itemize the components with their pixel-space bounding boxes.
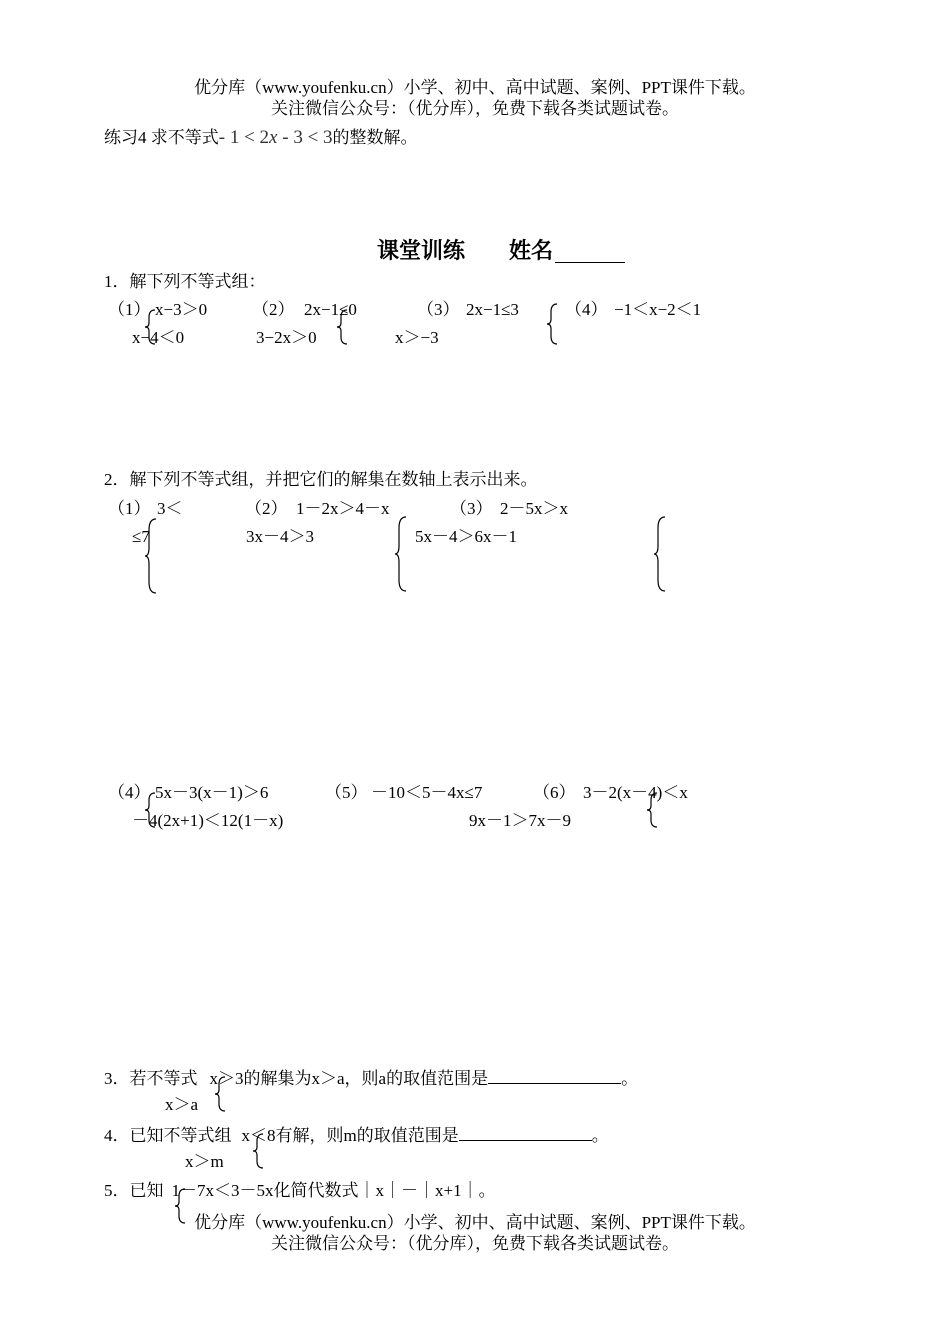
math-three: 3 bbox=[293, 127, 303, 148]
q4-sub: x＞m bbox=[185, 1152, 224, 1171]
q4-text-c: 。 bbox=[591, 1126, 609, 1145]
q2-p1-label: （1） bbox=[108, 499, 151, 518]
brace-icon bbox=[335, 309, 349, 345]
q5-text-a: 5．已知 bbox=[104, 1181, 164, 1200]
q2-p2-a: 1－2x＞4－x bbox=[296, 499, 390, 518]
q2-p5-a: －10＜5－4x≤7 bbox=[371, 783, 483, 802]
brace-icon bbox=[251, 1133, 265, 1169]
q3-line bbox=[104, 1068, 638, 1087]
math-one: 1 bbox=[229, 127, 240, 148]
header-line-2: 关注微信公众号：（优分库），免费下载各类试题试卷。 bbox=[271, 99, 679, 118]
q1-p3-b: x＞−3 bbox=[395, 328, 439, 347]
q2-p2-b: 3x－4＞3 bbox=[246, 527, 314, 546]
brace-icon bbox=[545, 303, 559, 345]
q3-text-c: 。 bbox=[621, 1069, 639, 1088]
q1-p4-label: （4） bbox=[565, 300, 608, 319]
q3-text-a: 3．若不等式 bbox=[104, 1069, 198, 1088]
q2-p1-b: ≤7 bbox=[132, 527, 150, 546]
header-line-1: 优分库（www.youfenku.cn）小学、初中、高中试题、案例、PPT课件下载。 bbox=[194, 78, 756, 97]
q4-text-a: 4．已知不等式组 bbox=[104, 1126, 232, 1145]
q2-p1-a: 3＜ bbox=[157, 499, 183, 518]
brace-icon bbox=[645, 792, 659, 828]
math-three-2: 3 bbox=[323, 127, 333, 148]
q1-p4-a: −1＜x−2＜1 bbox=[614, 300, 702, 319]
name-label: 姓名 bbox=[509, 239, 554, 264]
q1-p2-a: 2x−1≤0 bbox=[304, 300, 357, 319]
q3-sub: x＞a bbox=[165, 1095, 199, 1114]
math-lt-2: < bbox=[307, 127, 319, 148]
brace-icon bbox=[652, 516, 668, 592]
q2-p4-a: 5x－3(x－1)＞6 bbox=[155, 783, 269, 802]
q2-p6-a: 3－2(x－4)＜x bbox=[583, 783, 688, 802]
brace-icon bbox=[143, 518, 159, 594]
q1-p1-a: x−3＞0 bbox=[155, 300, 208, 319]
practice-4-prefix: 练习4 求不等式 bbox=[104, 128, 219, 147]
q4-answer-blank[interactable] bbox=[459, 1125, 592, 1141]
q2-stem: 2．解下列不等式组，并把它们的解集在数轴上表示出来。 bbox=[104, 470, 538, 489]
q2-p5-label: （5） bbox=[325, 783, 368, 802]
q2-p2-label: （2） bbox=[245, 499, 288, 518]
q2-p4-b: －4(2x+1)＜12(1－x) bbox=[132, 811, 284, 830]
footer-line-2: 关注微信公众号：（优分库），免费下载各类试题试卷。 bbox=[271, 1234, 679, 1253]
q4-text-b: x＜8有解，则m的取值范围是 bbox=[241, 1126, 459, 1145]
footer-line-1: 优分库（www.youfenku.cn）小学、初中、高中试题、案例、PPT课件下载。 bbox=[194, 1213, 756, 1232]
brace-icon bbox=[143, 792, 157, 828]
q3-answer-blank[interactable] bbox=[488, 1068, 621, 1084]
q1-stem: 1．解下列不等式组： bbox=[104, 272, 266, 291]
q5-text-b: 1－7x＜3－5x化简代数式｜x｜－｜x+1｜。 bbox=[171, 1181, 496, 1200]
math-lt: < bbox=[244, 127, 255, 148]
name-blank[interactable] bbox=[555, 244, 625, 263]
q2-p6-label: （6） bbox=[533, 783, 576, 802]
q1-p3-a: 2x−1≤3 bbox=[466, 300, 519, 319]
brace-icon bbox=[143, 309, 157, 345]
q1-p1-label: （1） bbox=[108, 300, 151, 319]
brace-icon bbox=[213, 1076, 227, 1112]
q1-p2-label: （2） bbox=[252, 300, 295, 319]
math-minus: - bbox=[218, 127, 226, 148]
q2-p3-label: （3） bbox=[450, 499, 493, 518]
q2-p4-label: （4） bbox=[108, 783, 151, 802]
q2-p5-b: 9x－1＞7x－9 bbox=[469, 811, 571, 830]
brace-icon bbox=[393, 516, 409, 592]
math-x: x bbox=[269, 127, 278, 148]
q2-p3-a: 2－5x＞x bbox=[500, 499, 568, 518]
q2-p3-b: 5x－4＞6x－1 bbox=[415, 527, 517, 546]
practice-4-suffix: 的整数解。 bbox=[332, 128, 418, 147]
q1-p3-label: （3） bbox=[417, 300, 460, 319]
q5-line bbox=[104, 1182, 496, 1199]
q4-line bbox=[104, 1125, 609, 1144]
math-two: 2 bbox=[259, 127, 270, 148]
q3-text-b: x＞3的解集为x＞a，则a的取值范围是 bbox=[209, 1069, 489, 1088]
inequality-expression bbox=[219, 127, 333, 148]
section-title bbox=[377, 241, 625, 263]
q1-p1-b: x−4＜0 bbox=[132, 328, 185, 347]
practice-4 bbox=[104, 128, 418, 147]
section-title-text: 课堂训练 bbox=[377, 239, 466, 264]
math-minus-2: - bbox=[282, 127, 289, 148]
q1-p2-b: 3−2x＞0 bbox=[256, 328, 317, 347]
